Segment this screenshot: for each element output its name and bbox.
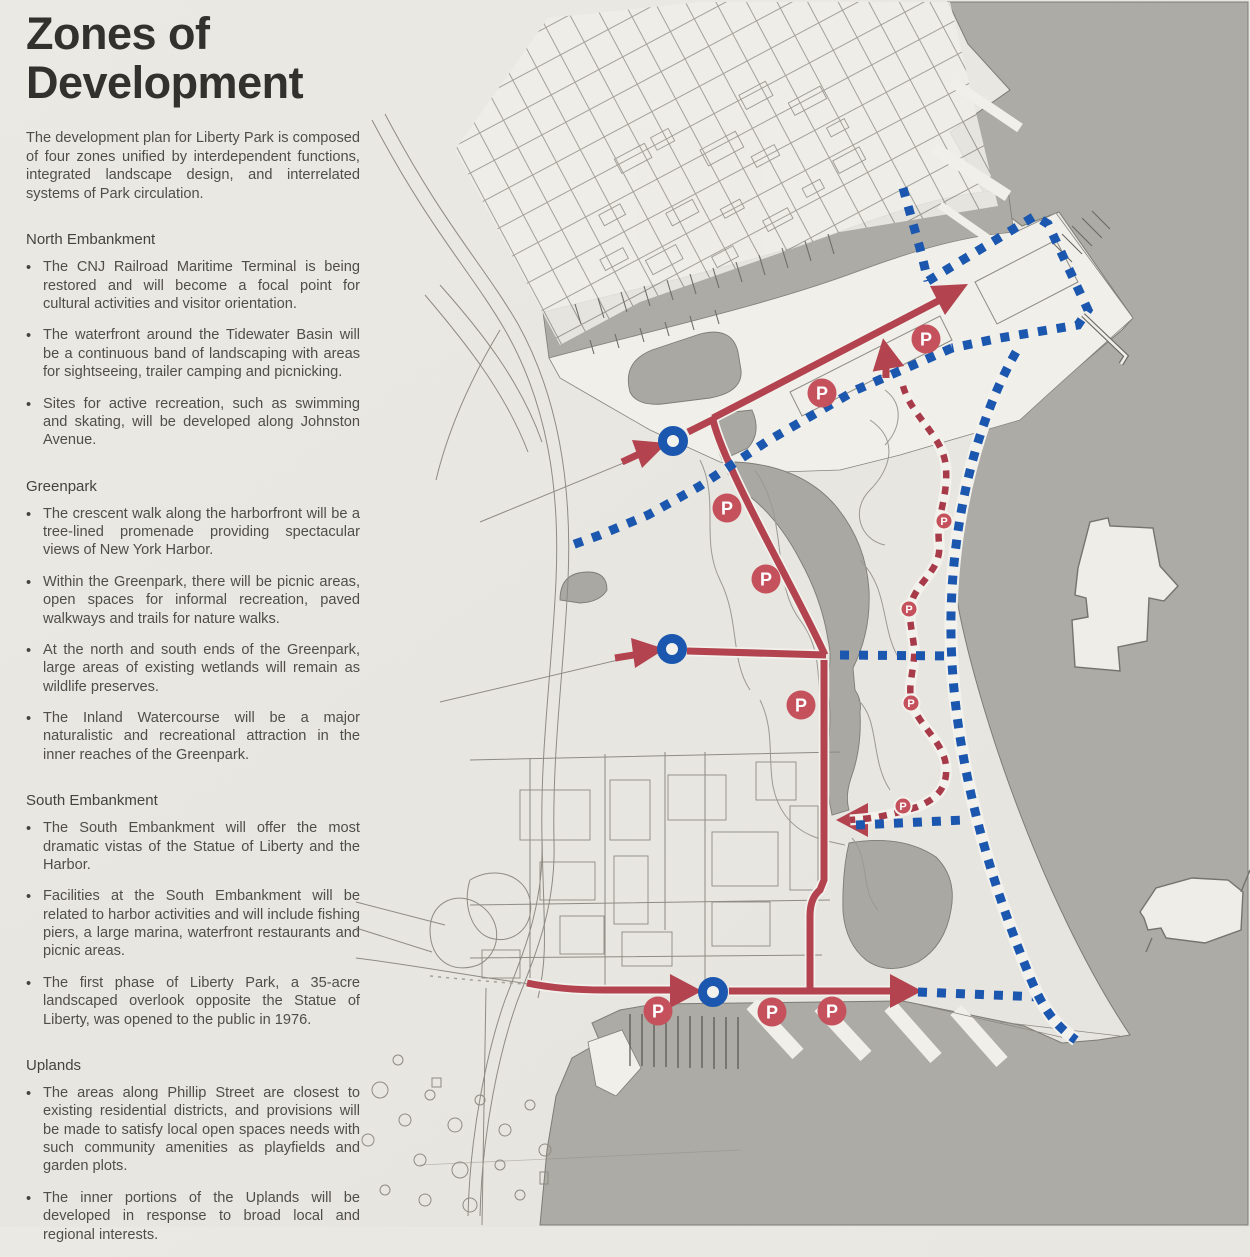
parking-marker: [901, 601, 918, 618]
parking-marker: [644, 997, 673, 1026]
parking-marker: [903, 695, 920, 712]
entry-ring-marker: [663, 431, 684, 452]
bullet-item: • The areas along Phillip Street are closest to existing residential districts, and provisions will be made to satisfy local open spaces needs with such community amenities as playfields and garden plots.: [26, 1084, 360, 1175]
section-heading: Greenpark: [26, 477, 97, 495]
bullet-item: • The South Embankment will offer the most dramatic vistas of the Statue of Liberty and the Harbor.: [26, 820, 360, 873]
bullet-icon: •: [26, 1085, 32, 1102]
parking-label: P: [765, 1002, 779, 1023]
section-heading: North Embankment: [26, 231, 156, 249]
parking-marker: [936, 513, 953, 530]
title-line-2: Development: [26, 56, 304, 108]
bullet-item: • Within the Greenpark, there will be picnic areas, open spaces for informal recreation, paved walkways and trails for nature walks.: [26, 573, 360, 627]
bullet-icon: •: [26, 506, 32, 523]
parking-marker: [752, 565, 781, 594]
parking-label: P: [825, 1001, 839, 1022]
title-line-1: Zones of: [26, 8, 210, 59]
entry-ring-marker: [662, 639, 683, 660]
bullet-item: • Facilities at the South Embankment will be related to harbor activities and will include fishing piers, a large marina, waterfront restaurants and picnic areas.: [26, 888, 360, 960]
parking-label: P: [907, 697, 915, 710]
bullet-item: • The inner portions of the Uplands will be developed in response to broad local and regional interests.: [26, 1189, 360, 1243]
section-uplands: [26, 1057, 360, 1244]
bullet-icon: •: [26, 711, 32, 728]
parking-label: P: [940, 515, 948, 528]
section-north-embankment: [26, 231, 360, 449]
bullet-item: • The Inland Watercourse will be a major naturalistic and recreational attraction in the inner reaches of the Greenpark.: [26, 710, 360, 763]
bullet-item: • At the north and south ends of the Greenpark, large areas of existing wetlands will remain as wildlife preserves.: [26, 641, 360, 695]
section-heading: South Embankment: [26, 792, 158, 810]
entry-ring-marker: [703, 982, 724, 1003]
bullet-item: • The CNJ Railroad Maritime Terminal is being restored and will become a focal point for cultural activities and visitor orientation.: [26, 259, 360, 313]
bullet-icon: •: [26, 889, 32, 906]
page-title: [26, 10, 360, 107]
bullet-icon: •: [26, 260, 32, 277]
parking-label: P: [899, 800, 907, 813]
parking-marker: [713, 494, 742, 523]
parking-label: P: [651, 1001, 665, 1022]
bullet-icon: •: [26, 396, 32, 413]
parking-marker: [787, 691, 816, 720]
parking-marker: [818, 997, 847, 1026]
parking-label: P: [759, 569, 773, 590]
parking-marker: [895, 798, 912, 815]
bullet-icon: •: [26, 574, 32, 591]
bullet-icon: •: [26, 1190, 32, 1207]
tree-symbols: [362, 1055, 551, 1212]
parking-label: P: [905, 603, 913, 616]
bullet-icon: •: [26, 642, 32, 659]
bullet-icon: •: [26, 821, 32, 838]
section-greenpark: [26, 478, 360, 765]
intro-paragraph: The development plan for Liberty Park is composed of four zones unified by interdependent functions, integrated landscape design, and interrelated systems of Park circulation.: [26, 130, 360, 202]
parking-label: P: [919, 329, 933, 350]
parking-marker: [758, 998, 787, 1027]
legend-text-column: [26, 10, 360, 1257]
parking-label: P: [794, 695, 808, 716]
section-south-embankment: [26, 792, 360, 1029]
parking-marker: [912, 325, 941, 354]
parking-label: P: [815, 383, 829, 404]
bullet-item: • The waterfront around the Tidewater Basin will be a continuous band of landscaping with areas for sightseeing, trailer camping and picnicking.: [26, 327, 360, 381]
bullet-item: • Sites for active recreation, such as swimming and skating, will be developed along Johnston Avenue.: [26, 395, 360, 449]
bullet-icon: •: [26, 328, 32, 345]
bullet-item: • The first phase of Liberty Park, a 35-acre landscaped overlook opposite the Statue of Liberty, was opened to the public in 1976.: [26, 974, 360, 1028]
bullet-icon: •: [26, 975, 32, 992]
section-heading: Uplands: [26, 1056, 82, 1074]
parking-label: P: [720, 498, 734, 519]
bullet-item: • The crescent walk along the harborfront will be a tree-lined promenade providing spectacular views of New York Harbor.: [26, 505, 360, 559]
parking-marker: [808, 379, 837, 408]
